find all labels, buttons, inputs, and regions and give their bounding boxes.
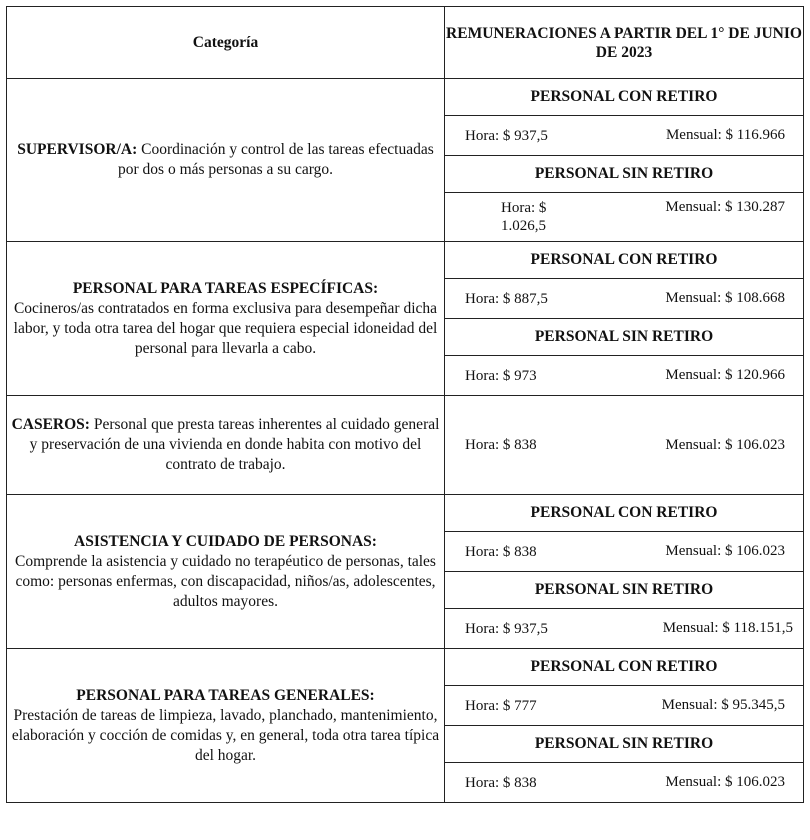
- monthly-rate: Mensual: $ 108.668: [665, 290, 785, 306]
- category-title: SUPERVISOR/A:: [17, 141, 138, 158]
- monthly-rate: Mensual: $ 116.966: [665, 127, 785, 143]
- monthly-rate: Mensual: $ 118.151,5: [662, 620, 793, 636]
- subheader-sin-retiro: PERSONAL SIN RETIRO: [445, 572, 804, 609]
- category-title: ASISTENCIA Y CUIDADO DE PERSONAS:: [74, 532, 377, 550]
- subheader-con-retiro: PERSONAL CON RETIRO: [445, 79, 804, 116]
- category-description: Personal que presta tareas inherentes al cuidado general y preservación de una vivienda en donde habita con motivo del contrato de trabajo.: [29, 416, 440, 473]
- hourly-rate: Hora: $ 937,5: [465, 620, 548, 637]
- table-row: [7, 242, 804, 279]
- values-cell: [445, 686, 804, 726]
- monthly-rate: Mensual: $ 95.345,5: [661, 697, 785, 713]
- hourly-rate: Hora: $ 777: [465, 697, 537, 714]
- values-cell: [445, 193, 804, 242]
- subheader-con-retiro: PERSONAL CON RETIRO: [445, 495, 804, 532]
- category-cell: [7, 242, 445, 396]
- values-cell: [445, 763, 804, 803]
- hourly-rate: Hora: $ 838: [465, 437, 537, 453]
- monthly-rate: Mensual: $ 130.287: [665, 199, 785, 215]
- values-cell: [445, 532, 804, 572]
- table-row: [7, 79, 804, 116]
- monthly-rate: Mensual: $ 106.023: [665, 543, 785, 559]
- values-cell: [445, 356, 804, 396]
- table-header-row: [7, 7, 804, 79]
- values-cell: [445, 609, 804, 649]
- category-cell: [7, 79, 445, 242]
- hourly-rate: Hora: $ 937,5: [465, 127, 548, 144]
- wage-table: [6, 6, 804, 803]
- monthly-rate: Mensual: $ 120.966: [665, 367, 785, 383]
- category-cell: [7, 649, 445, 803]
- values-cell: [445, 116, 804, 156]
- category-cell: [7, 495, 445, 649]
- table-row: [7, 495, 804, 532]
- hourly-rate: Hora: $ 887,5: [465, 290, 548, 307]
- monthly-rate: Mensual: $ 106.023: [665, 774, 785, 790]
- subheader-sin-retiro: PERSONAL SIN RETIRO: [445, 156, 804, 193]
- category-title: PERSONAL PARA TAREAS GENERALES:: [76, 686, 375, 704]
- values-cell: [445, 279, 804, 319]
- header-remuneration: REMUNERACIONES A PARTIR DEL 1° DE JUNIO DE 2023: [445, 7, 804, 79]
- subheader-con-retiro: PERSONAL CON RETIRO: [445, 649, 804, 686]
- category-title: PERSONAL PARA TAREAS ESPECÍFICAS:: [72, 279, 379, 297]
- hourly-rate: Hora: $ 838: [465, 774, 537, 791]
- category-description: Prestación de tareas de limpieza, lavado, planchado, mantenimiento, elaboración y cocción de comidas y, en general, toda otra tarea típica del hogar.: [11, 706, 440, 764]
- hourly-rate: Hora: $ 838: [465, 543, 537, 560]
- table-row: [7, 396, 804, 495]
- subheader-sin-retiro: PERSONAL SIN RETIRO: [445, 319, 804, 356]
- category-description: Comprende la asistencia y cuidado no terapéutico de personas, tales como: personas enfermas, con discapacidad, niños/as, adolescentes, adultos mayores.: [15, 552, 436, 610]
- category-cell: [7, 396, 445, 495]
- hourly-rate: Hora: $ 1.026,5: [501, 200, 547, 234]
- monthly-rate: Mensual: $ 106.023: [665, 436, 785, 453]
- subheader-con-retiro: PERSONAL CON RETIRO: [445, 242, 804, 279]
- category-description: Cocineros/as contratados en forma exclusiva para desempeñar dicha labor, y toda otra tarea del hogar que requiera especial idoneidad del personal para llevarla a cabo.: [13, 299, 438, 357]
- category-description: Coordinación y control de las tareas efectuadas por dos o más personas a su cargo.: [118, 141, 434, 178]
- subheader-sin-retiro: PERSONAL SIN RETIRO: [445, 726, 804, 763]
- category-title: CASEROS:: [11, 416, 90, 433]
- header-category: Categoría: [7, 7, 445, 79]
- values-cell: [445, 396, 804, 495]
- table-row: [7, 649, 804, 686]
- hourly-rate: Hora: $ 973: [465, 367, 537, 384]
